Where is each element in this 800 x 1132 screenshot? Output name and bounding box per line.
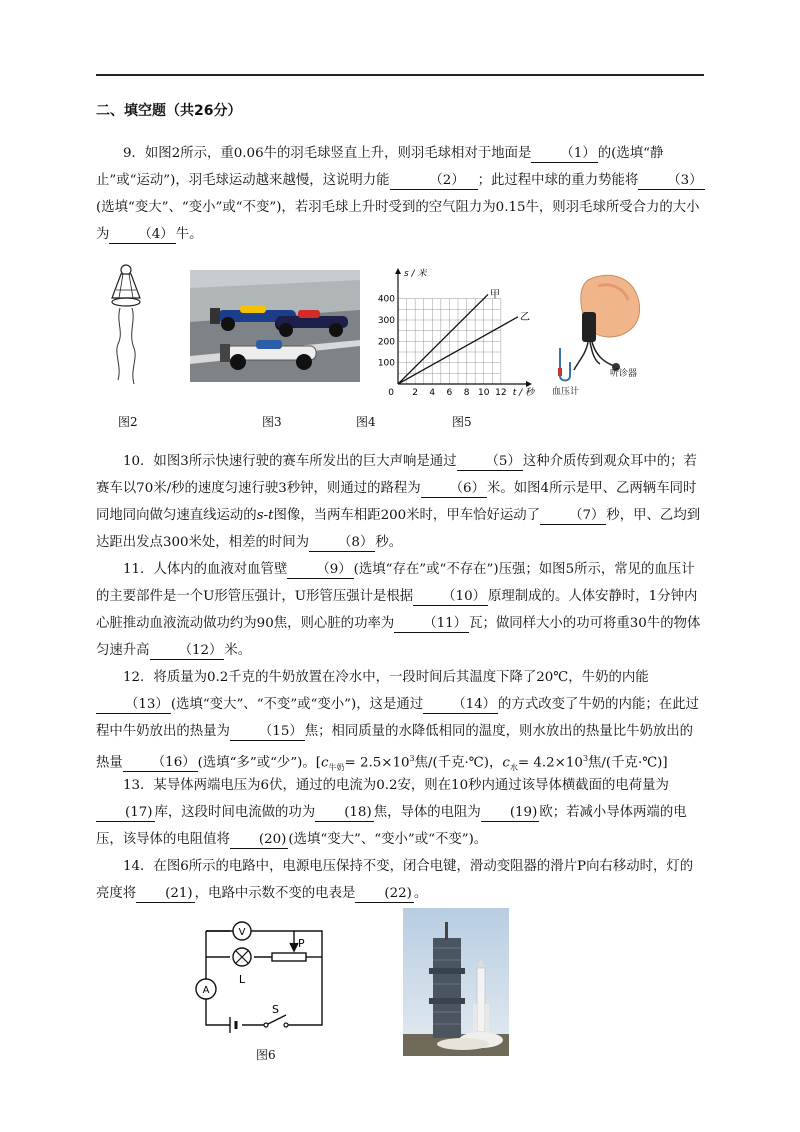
blank-11[interactable]: （11） bbox=[394, 615, 469, 633]
y-axis-arrow bbox=[395, 268, 401, 274]
fig4-st-chart bbox=[372, 269, 548, 404]
blank-16[interactable]: （16） bbox=[123, 754, 198, 772]
ammeter-label: A bbox=[202, 985, 210, 996]
y-tick-label: 100 bbox=[377, 358, 395, 369]
blank-1[interactable]: （1） bbox=[531, 145, 597, 163]
q12-exp-water: 3 bbox=[582, 754, 589, 763]
q12-value-milk: = 2.5×10 bbox=[344, 755, 410, 771]
y-tick-label: 300 bbox=[377, 316, 395, 326]
question-9 bbox=[96, 140, 706, 248]
fig2-caption: 图2 bbox=[118, 415, 138, 429]
q9-text-5: 牛。 bbox=[175, 227, 203, 242]
q12-text-1: 12．将质量为0.2千克的牛奶放置在冷水中，一段时间后其温度下降了20℃，牛奶的内能 bbox=[123, 670, 649, 685]
rocket-launch-photo bbox=[403, 908, 509, 1056]
blank-6[interactable]: （6） bbox=[421, 480, 487, 498]
blank-12[interactable]: （12） bbox=[150, 642, 225, 660]
section-title: 二、填空题（共26分） bbox=[96, 103, 242, 119]
q11-text-4: 瓦；做同样大小的功可将重30牛的物体匀速升高 bbox=[96, 616, 701, 658]
q12-c-water-sub: 水 bbox=[509, 763, 518, 773]
q9-text-3: ；此过程中球的重力势能将 bbox=[477, 173, 639, 188]
blank-3[interactable]: （3） bbox=[638, 172, 704, 190]
x-tick-label: 10 bbox=[477, 388, 490, 398]
q12-c-milk: c bbox=[321, 755, 329, 771]
q13-text-1: 13．某导体两端电压为6伏，通过的电流为0.2安，则在10秒内通过该导体横截面的电荷量为 bbox=[123, 778, 669, 793]
q12-text-5: (选填“多”或“少”)。[ bbox=[197, 755, 322, 771]
q11-text-2: (选填“存在”或“不存在”)压强；如图5所示，常见的血压计的主要部件是一个U形管压强计，U形管压强计是根据 bbox=[96, 562, 695, 604]
x-axis-label: t / 秒 bbox=[512, 388, 534, 398]
blank-7[interactable]: （7） bbox=[540, 507, 606, 525]
blank-14[interactable]: （14） bbox=[423, 696, 498, 714]
q10-text-6: 秒。 bbox=[375, 535, 403, 550]
blank-15[interactable]: （15） bbox=[230, 723, 305, 741]
series-line-1 bbox=[398, 294, 488, 384]
q12-text-4: 焦；相同质量的水降低相同的温度，则水放出的热量比牛奶放出的热量 bbox=[96, 724, 694, 771]
question-11 bbox=[96, 556, 706, 664]
q12-unit-milk: 焦/(千克·℃)， bbox=[414, 755, 503, 771]
q10-text-1: 10．如图3所示快速行驶的赛车所发出的巨大声响是通过 bbox=[123, 454, 457, 469]
question-10 bbox=[96, 448, 706, 556]
q10-text-3: 米。如图4所示是甲、乙两辆车同时同地同向做匀速直线运动的 bbox=[96, 481, 697, 523]
x-tick-label: 4 bbox=[429, 388, 436, 398]
q11-text-1: 11．人体内的血液对血管壁 bbox=[123, 562, 288, 577]
q10-text-5: 秒，甲、乙均到达距出发点300米处，相差的时间为 bbox=[96, 508, 701, 550]
fig4-labels bbox=[378, 268, 536, 398]
blank-9[interactable]: （9） bbox=[287, 561, 353, 579]
blank-20[interactable]: (20) bbox=[230, 831, 289, 849]
q11-text-5: 米。 bbox=[224, 643, 252, 658]
fig4-axes bbox=[395, 268, 532, 387]
q14-text-3: 。 bbox=[413, 886, 428, 901]
blank-22[interactable]: (22) bbox=[355, 885, 414, 903]
q13-text-4: 欧；若减小导体两端的电压，该导体的电阻值将 bbox=[96, 805, 687, 847]
blank-17[interactable]: (17) bbox=[96, 804, 155, 822]
x-tick-label: 12 bbox=[495, 388, 507, 398]
series-label-2: 乙 bbox=[520, 311, 530, 323]
q14-text-2: ，电路中示数不变的电表是 bbox=[194, 886, 356, 901]
question-13 bbox=[96, 772, 706, 853]
blank-10[interactable]: （10） bbox=[413, 588, 488, 606]
blank-13[interactable]: （13） bbox=[96, 696, 171, 714]
fig6-caption: 图6 bbox=[256, 1048, 276, 1062]
q12-c-milk-sub: 牛奶 bbox=[328, 763, 345, 773]
q11-text-3: 原理制成的。人体安静时，1分钟内心脏推动血液流动做功约为90焦，则心脏的功率为 bbox=[96, 589, 698, 631]
series-label-1: 甲 bbox=[490, 289, 500, 301]
question-14 bbox=[96, 853, 706, 907]
fig6-circuit-diagram bbox=[190, 915, 330, 1037]
q12-value-water: = 4.2×10 bbox=[517, 755, 583, 771]
q13-text-3: 焦，导体的电阻为 bbox=[373, 805, 481, 820]
x-tick-label: 2 bbox=[412, 388, 419, 398]
blank-21[interactable]: (21) bbox=[136, 885, 195, 903]
blank-18[interactable]: (18) bbox=[315, 804, 374, 822]
blank-2[interactable]: （2） bbox=[390, 172, 478, 190]
fig5-blood-pressure-meter bbox=[548, 270, 658, 400]
fig2-shuttlecock bbox=[104, 262, 148, 398]
q12-unit-water: 焦/(千克·℃)] bbox=[588, 755, 668, 771]
q12-c-water: c bbox=[502, 755, 510, 771]
x-axis-arrow bbox=[526, 381, 532, 387]
q10-text-2: 这种介质传到观众耳中的；若赛车以70米/秒的速度匀速行驶3秒钟，则通过的路程为 bbox=[96, 454, 697, 496]
q14-text-1: 14．在图6所示的电路中，电源电压保持不变，闭合电键，滑动变阻器的滑片P向右移动时，灯的亮度将 bbox=[96, 859, 694, 901]
q12-text-2: (选填“变大”、“不变”或“变小”)，这是通过 bbox=[170, 697, 424, 712]
fig5-label-gauge: 血压计 bbox=[552, 387, 580, 397]
fig3-caption: 图3 bbox=[262, 415, 282, 429]
fig5-label-stethoscope: 听诊器 bbox=[610, 369, 638, 379]
blank-5[interactable]: （5） bbox=[457, 453, 523, 471]
fig3-race-cars-photo bbox=[190, 270, 360, 382]
switch-icon bbox=[268, 1015, 286, 1024]
q10-text-4: 图像，当两车相距200米时，甲车恰好运动了 bbox=[273, 508, 541, 523]
x-tick-label: 6 bbox=[446, 388, 453, 398]
y-tick-label: 200 bbox=[377, 337, 395, 348]
blank-19[interactable]: (19) bbox=[481, 804, 540, 822]
blank-4[interactable]: （4） bbox=[109, 226, 175, 244]
fig4-grid bbox=[398, 299, 501, 384]
slider-label: P bbox=[298, 937, 305, 950]
switch-label: S bbox=[272, 1003, 279, 1016]
y-tick-label: 400 bbox=[377, 294, 395, 305]
q13-text-5: (选填“变大”、“变小”或“不变”)。 bbox=[288, 832, 488, 847]
origin-label: 0 bbox=[388, 388, 394, 398]
x-tick-label: 8 bbox=[463, 388, 470, 398]
q9-text-2: 的(选填“静止”或“运动”)，羽毛球运动越来越慢，这说明力能 bbox=[96, 146, 664, 188]
q10-st-symbol: s-t bbox=[256, 508, 274, 523]
question-12 bbox=[96, 664, 706, 781]
lamp-label: L bbox=[238, 973, 246, 986]
q12-text-3: 的方式改变了牛奶的内能；在此过程中牛奶放出的热量为 bbox=[96, 697, 699, 739]
blank-8[interactable]: （8） bbox=[309, 534, 375, 552]
q9-text-1: 9．如图2所示，重0.06牛的羽毛球竖直上升，则羽毛球相对于地面是 bbox=[123, 146, 532, 161]
top-rule bbox=[96, 74, 704, 76]
fig4-caption: 图4 bbox=[356, 415, 376, 429]
voltmeter-label: V bbox=[238, 927, 246, 938]
fig5-caption: 图5 bbox=[452, 415, 472, 429]
y-axis-label: s / 米 bbox=[404, 269, 427, 279]
q9-text-4: (选填“变大”、“变小”或“不变”)，若羽毛球上升时受到的空气阻力为0.15牛，则羽毛球所受合力的大小为 bbox=[96, 200, 700, 242]
q12-exp-milk: 3 bbox=[409, 754, 415, 763]
q13-text-2: 库，这段时间电流做的功为 bbox=[154, 805, 316, 820]
